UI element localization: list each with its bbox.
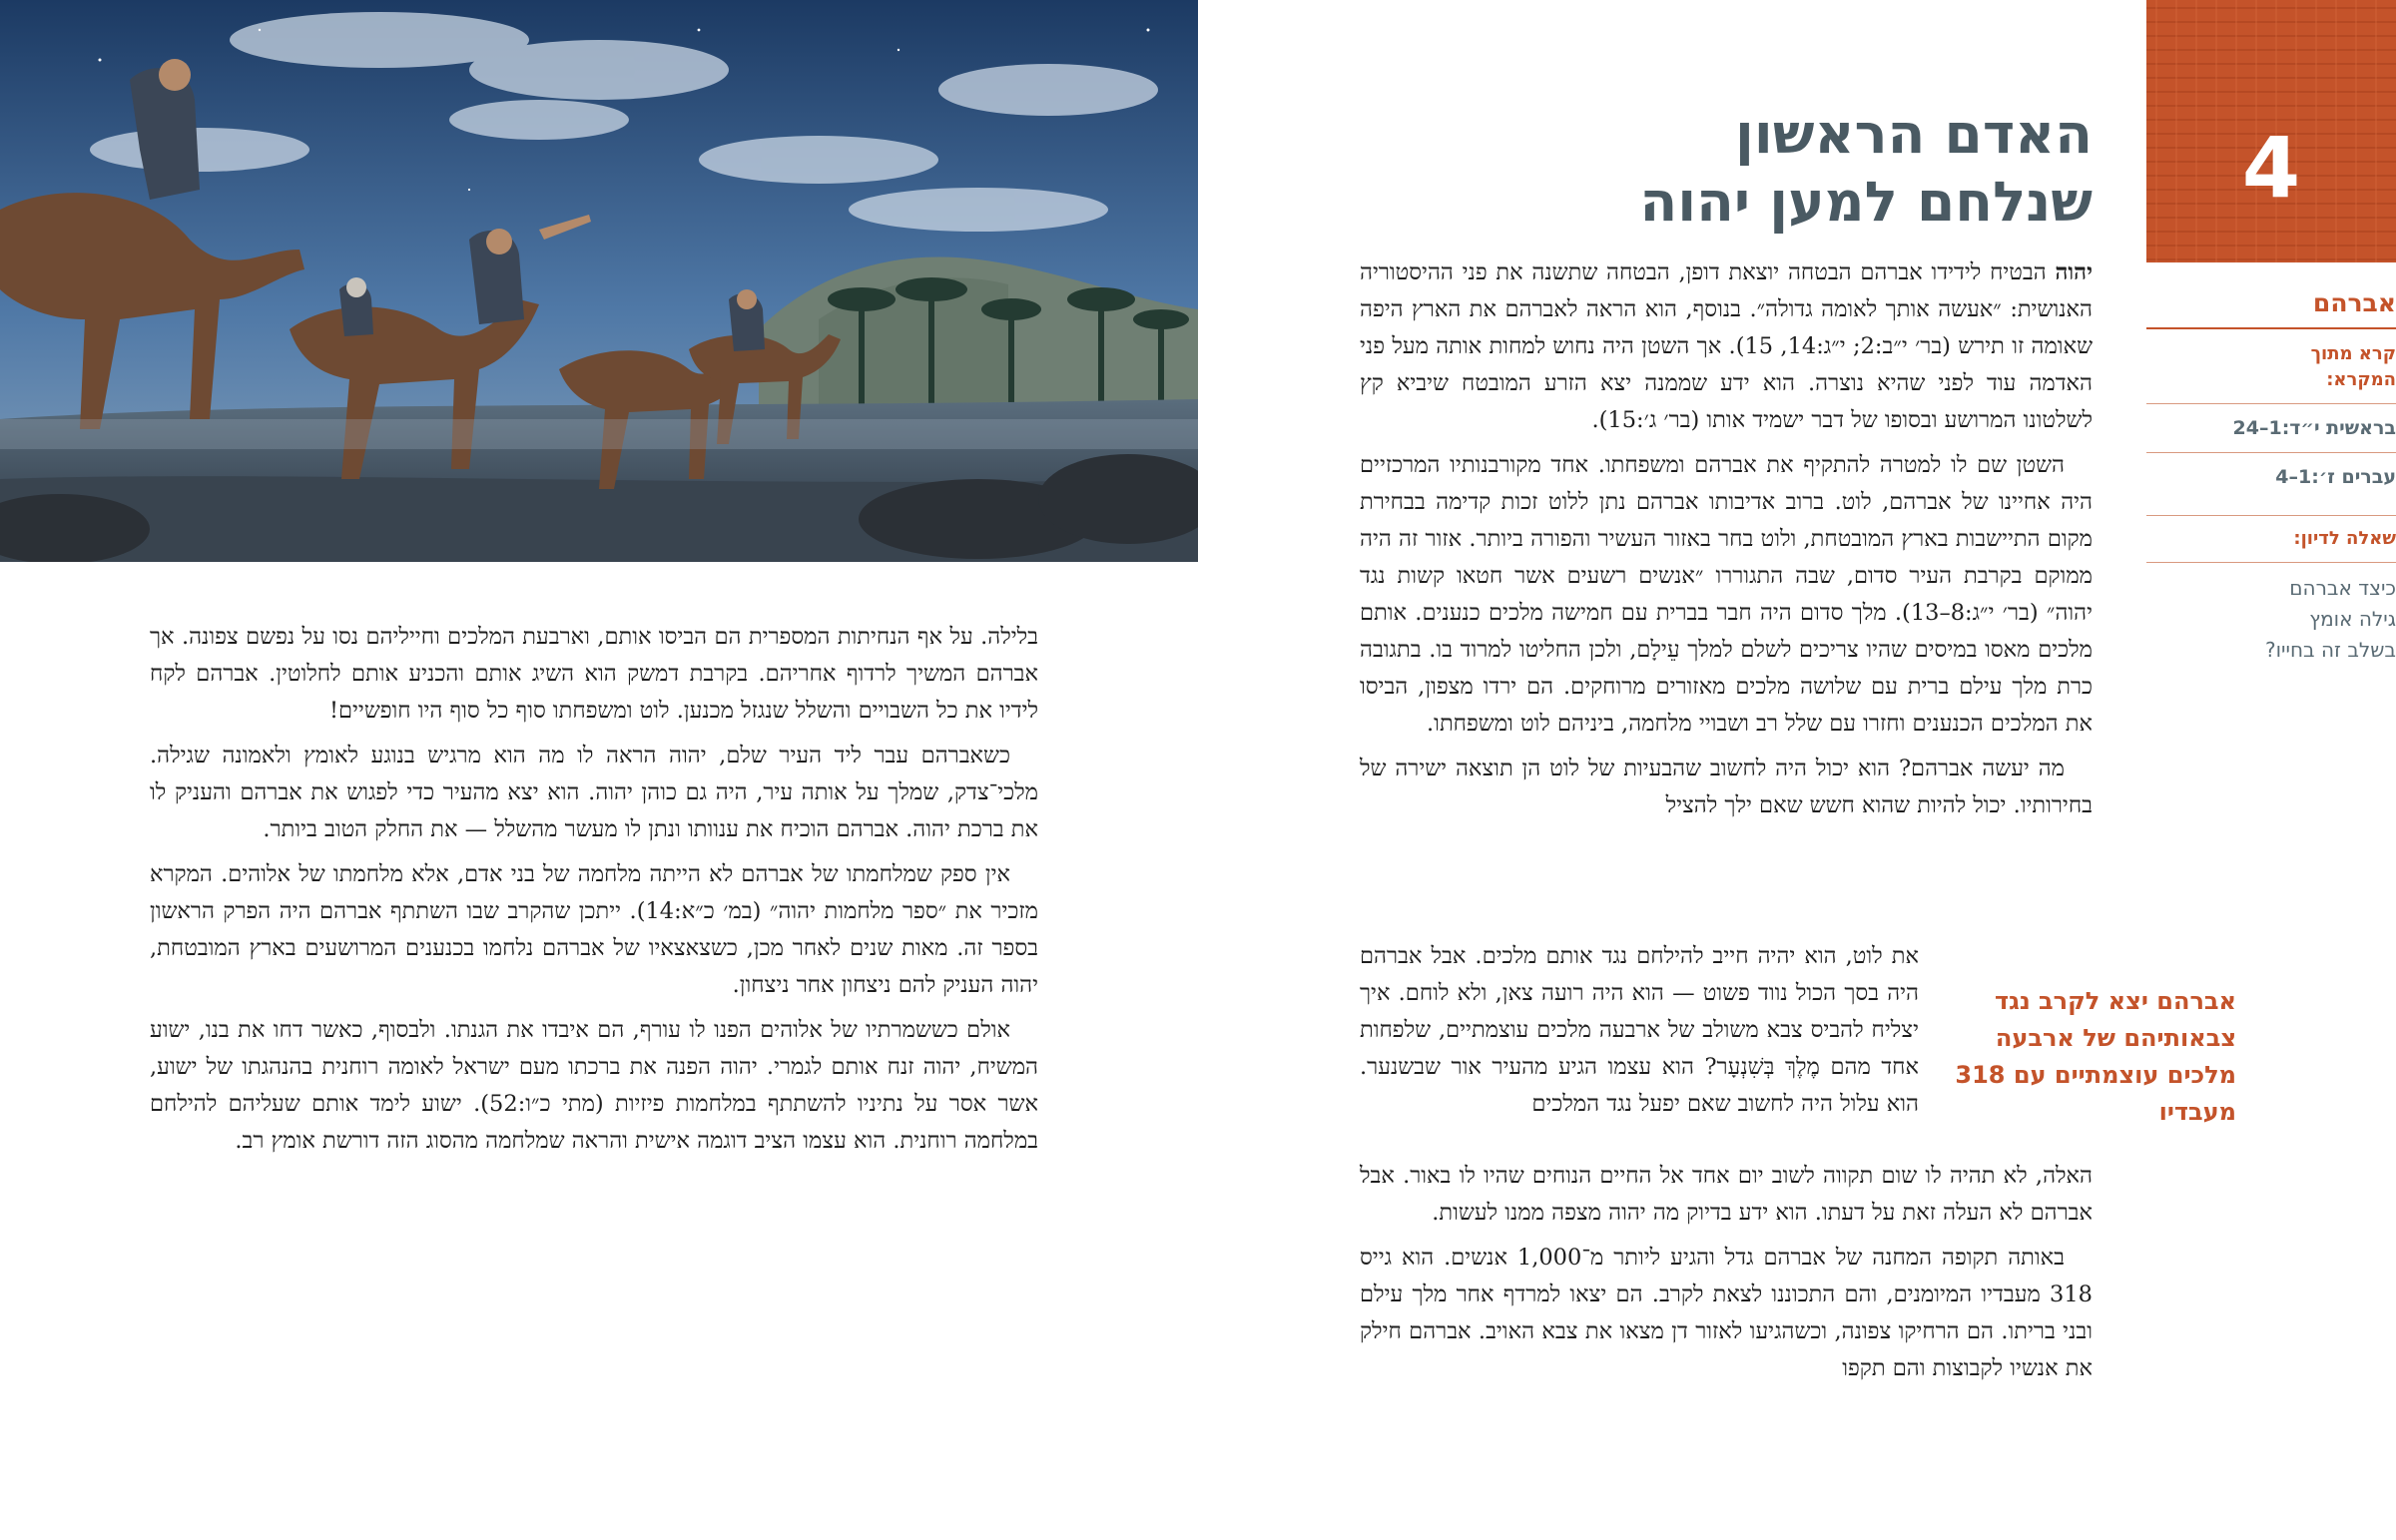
question-line-2: גילה אומץ: [2309, 607, 2396, 631]
chapter-title-line-2: שנלחם למען יהוה: [1639, 170, 2093, 234]
right-paragraph-1-text: הבטיח לידידו אברהם הבטחה יוצאת דופן, הבטחה שתשנה את פני ההיסטוריה האנושית: ״אעשה אותך לאומה גדולה״. בנוסף, הוא הראה לאברהם את הארץ היפה שאומה זו תירש (בר׳ י״ב:2; י״ג:14, 15). אך השטן היה נחוש למחות אותה מעל פני האדמה עוד לפני שהיא נוצרה. הוא ידע שממנה יצא הזרע המובטח שיביא קץ לשלטונו המרושע ובסופו של דבר ישמיד אותו (בר׳ ג׳:15).: [1360, 259, 2094, 433]
right-paragraph-3c: האלה, לא תהיה לו שום תקווה לשוב יום אחד אל החיים הנוחים שהיו לו באור. אבל אברהם לא העלה זאת על דעתו. הוא ידע בדיוק מה יהוה מצפה ממנו לעשות.: [1360, 1163, 2093, 1226]
chapter-title-line-1: האדם הראשון: [1734, 102, 2093, 166]
sidebar-title: אברהם: [2312, 288, 2396, 317]
lead-word: יהוה: [2055, 259, 2093, 285]
right-paragraph-4: באותה תקופה המחנה של אברהם גדל והגיע ליותר מ־1,000 אנשים. הוא גייס 318 מעבדיו המיומנים, והם התכוננו לצאת לקרב. הם יצאו למרדף אחר מלך עילם ובני בריתו. הם הרחיקו צפונה, וכשהגיעו לאזור דן מצאו את צבא האויב. אברהם חילק את אנשיו לקבוצות והם תקפו: [1360, 1245, 2093, 1381]
sidebar: [2146, 284, 2396, 666]
sidebar-thin-divider: [2146, 452, 2396, 453]
left-paragraph-1: בלילה. על אף הנחיתות המספרית הם הביסו אותם, וארבעת המלכים וחייליהם נסו על נפשם צפונה. אך אברהם המשיך לרדוף אחריהם. בקרבת דמשק הוא השיג אותם והכניע אותם לחלוטין. אברהם לקח לידיו את כל השבויים והשלל שנגזל מכנען. לוט ומשפחתו סוף כל סוף היו חופשיים!: [150, 624, 1038, 724]
right-paragraph-1: [1360, 255, 2093, 439]
left-paragraph-3: אין ספק שמלחמתו של אברהם לא הייתה מלחמה של בני אדם, אלא מלחמתו של אלוהים. המקרא מזכיר את ״ספר מלחמות יהוה״ (במ׳ כ״א:14). ייתכן שהקרב שבו השתתף אברהם היה הפרק הראשון בספר זה. מאות שנים לאחר מכן, כשצאצאיו של אברהם נלחמו בכנענים המרושעים בארץ המובטחת, יהוה העניק להם ניצחון אחר ניצחון.: [150, 861, 1038, 998]
question-line-3: בשלב זה בחייו?: [2264, 638, 2396, 662]
right-paragraph-3a: מה יעשה אברהם? הוא יכול היה לחשוב שהבעיות של לוט הן תוצאה ישירה של בחירותיו. יכול להיות שהוא חשש שאם ילך להציל: [1360, 756, 2093, 818]
right-page-body-continued: [1360, 1158, 2093, 1395]
illustration-abraham-night-pursuit: [0, 0, 1198, 562]
discussion-label: שאלה לדיון:: [2293, 528, 2396, 549]
question-line-1: כיצד אברהם: [2289, 576, 2396, 600]
right-page-wrapped-text: [1360, 938, 1919, 1123]
chapter-number: 4: [2241, 119, 2301, 217]
chapter-title: [1537, 100, 2093, 236]
chapter-tab: [2146, 0, 2396, 262]
left-paragraph-2: כשאברהם עבר ליד העיר שלם, יהוה הראה לו מה הוא מרגיש בנוגע לאומץ ולאמונה שגילה. מלכי־צדק, שמלך על אותה עיר, היה גם כוהן יהוה. הוא יצא מהעיר כדי לפגוש את אברהם והעניק לו את ברכת יהוה. אברהם הוכיח את ענוותו ונתן לו מעשר מהשלל — את החלק הטוב ביותר.: [150, 743, 1038, 842]
pull-quote: אברהם יצא לקרב נגד צבאותיהם של ארבעה מלכים עוצמתיים עם 318 מעבדיו: [1955, 987, 2236, 1126]
read-label-line-2: המקרא:: [2326, 369, 2396, 390]
right-page-body: [1360, 255, 2093, 824]
left-paragraph-4: אולם כששמרתיו של אלוהים הפנו לו עורף, הם איבדו את הגנתו. ולבסוף, כאשר דחו את בנו, ישוע המשיח, יהוה זנח אותם לגמרי. יהוה הפנה את ברכתו מעם ישראל לאומה רוחנית בהנהגתו של ישוע, אשר אסר על נתיניו להשתתף במלחמות פיזיות (מתי כ״ו:52). ישוע לימד אותם שעליהם להילחם במלחמה רוחנית. הוא עצמו הציב דוגמה אישית והראה שמלחמה מהסוג הזה דורשת אומץ רב.: [150, 1017, 1038, 1154]
sidebar-thin-divider: [2146, 515, 2396, 516]
sidebar-thin-divider: [2146, 562, 2396, 563]
right-paragraph-2: השטן שם לו למטרה להתקיף את אברהם ומשפחתו. אחד מקורבנותיו המרכזיים היה אחיינו של אברהם, לוט. ברוב אדיבותו אברהם נתן ללוט זכות קדימה בבחירת מקום התיישבות בארץ המובטחת, ולוט בחר באזור העשיר והפורה ביותר. אזור זה היה ממוקם בקרבת העיר סדום, שבה התגוררו ״אנשים רשעים אשר חטאו קשות נגד יהוה״ (בר׳ י״ג:8–13). מלך סדום היה חבר בברית עם חמישה מלכים כנענים. אותם מלכים מאסו במיסים שהיו צריכים לשלם למלך עֵילָם, ולכן החליטו למרוד בו. בתגובה כרת מלך עילם ברית עם שלושה מלכים מאזורים מרוחקים. הם ירדו מצפון, הביסו את המלכים הכנענים וחזרו עם שלל רב ושבויי מלחמה, ביניהם לוט ומשפחתו.: [1360, 452, 2094, 737]
read-label-line-1: קרא מתוך: [2310, 343, 2396, 364]
scripture-reference-1: בראשית י״ד:1–24: [2232, 417, 2396, 439]
left-page-body: [150, 619, 1038, 1168]
sidebar-thin-divider: [2146, 403, 2396, 404]
right-paragraph-3b: את לוט, הוא יהיה חייב להילחם נגד אותם מלכים. אבל אברהם היה בסך הכול נווד פשוט — הוא היה רועה צאן, ולא לוחם. איך יצליח להביס צבא משולב של ארבעה מלכים עוצמתיים, שלפחות אחד מהם מֶלֶךְ בְּשִׁנְעָר? הוא עצמו הגיע מהעיר אור שבשנער. הוא עלול היה לחשוב שאם יפעל נגד המלכים: [1360, 943, 1919, 1117]
scripture-reference-2: עברים ז׳:1–4: [2275, 466, 2396, 488]
sidebar-divider: [2146, 327, 2396, 329]
